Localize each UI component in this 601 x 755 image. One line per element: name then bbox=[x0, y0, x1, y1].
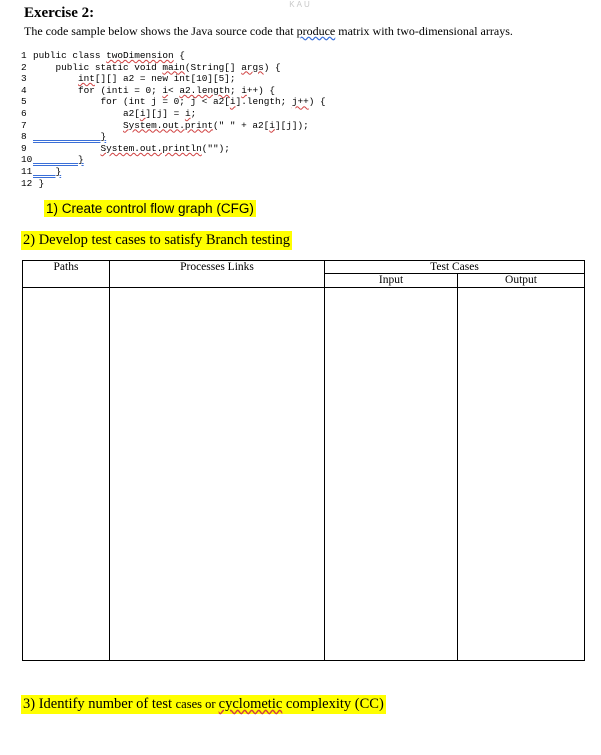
line-number: 5 bbox=[21, 96, 27, 108]
question-3-part-2: cases or bbox=[175, 697, 219, 711]
code-token bbox=[33, 143, 101, 154]
header-paths: Paths bbox=[23, 261, 110, 288]
processes-links-cell bbox=[110, 288, 325, 661]
intro-part-1: The code sample below shows the Java source code that bbox=[24, 24, 297, 38]
code-line bbox=[21, 85, 501, 97]
line-number: 9 bbox=[21, 142, 27, 154]
code-token: public class bbox=[33, 50, 107, 61]
code-token: } bbox=[33, 165, 62, 177]
code-token: main bbox=[162, 61, 185, 73]
line-number: 4 bbox=[21, 84, 27, 96]
code-token: for (int j = 0; j < a2[ bbox=[33, 96, 230, 108]
input-cell bbox=[325, 288, 458, 661]
line-number: 7 bbox=[21, 119, 27, 131]
code-token: ][j] = bbox=[145, 107, 185, 119]
exercise-title: Exercise 2: bbox=[24, 5, 95, 21]
test-cases-table bbox=[22, 260, 585, 661]
code-token: < bbox=[168, 84, 180, 96]
question-3-part-4: complexity (CC) bbox=[282, 696, 384, 712]
code-token: int bbox=[78, 73, 95, 85]
code-line bbox=[21, 73, 501, 85]
question-3-misspelled-word: cyclometic bbox=[218, 696, 283, 712]
code-token: ; bbox=[229, 84, 242, 96]
line-number: 8 bbox=[21, 131, 27, 143]
code-line bbox=[21, 50, 501, 62]
code-token: ++) { bbox=[246, 84, 275, 96]
code-line bbox=[21, 96, 501, 108]
line-number: 12 bbox=[21, 177, 33, 189]
code-token: (String[] bbox=[184, 61, 242, 73]
question-3 bbox=[21, 695, 386, 714]
code-token: i bbox=[162, 84, 169, 96]
code-token: } bbox=[33, 131, 107, 143]
line-number: 3 bbox=[21, 73, 27, 85]
code-token: ][j]); bbox=[274, 119, 309, 131]
line-number: 6 bbox=[21, 107, 27, 119]
code-token: i bbox=[241, 84, 247, 96]
code-token: System.out.print bbox=[123, 119, 214, 131]
table-header-row bbox=[23, 261, 585, 274]
intro-part-3: matrix with two-dimensional arrays. bbox=[335, 24, 513, 38]
code-token: j++ bbox=[291, 96, 309, 108]
code-line bbox=[21, 131, 501, 143]
question-2: 2) Develop test cases to satisfy Branch testing bbox=[23, 232, 290, 248]
code-token bbox=[33, 120, 123, 131]
line-number: 10 bbox=[21, 154, 33, 166]
code-token: args bbox=[241, 61, 264, 73]
code-token: (" " + a2[ bbox=[213, 119, 270, 131]
code-token: i bbox=[184, 107, 191, 119]
code-token bbox=[33, 73, 78, 84]
intro-underlined-word: produce bbox=[296, 24, 336, 38]
header-test-cases: Test Cases bbox=[325, 261, 585, 274]
code-line bbox=[21, 154, 501, 166]
code-token: (""); bbox=[201, 142, 230, 154]
question-3-part-1: 3) Identify number of test bbox=[23, 696, 176, 712]
code-token: ) { bbox=[263, 61, 281, 73]
code-token: [][] a2 = new int[10][5]; bbox=[94, 73, 236, 85]
code-line bbox=[21, 178, 501, 190]
code-token: } bbox=[33, 177, 45, 189]
code-token: a2.length bbox=[179, 84, 230, 96]
line-number: 11 bbox=[21, 165, 33, 177]
code-token: twoDimension bbox=[106, 50, 174, 61]
output-cell bbox=[458, 288, 585, 661]
code-line bbox=[21, 143, 501, 155]
intro-text bbox=[24, 24, 513, 39]
paths-cell bbox=[23, 288, 110, 661]
code-line bbox=[21, 120, 501, 132]
header-output: Output bbox=[458, 274, 585, 288]
code-token: System.out.println bbox=[100, 142, 202, 154]
code-token: a2[ bbox=[33, 107, 140, 119]
code-token: i bbox=[139, 107, 146, 119]
code-token: { bbox=[173, 50, 185, 61]
code-token: } bbox=[33, 154, 84, 166]
code-token: i bbox=[229, 96, 236, 108]
code-token: ].length; bbox=[235, 96, 292, 108]
header-processes-links: Processes Links bbox=[110, 261, 325, 288]
table-row bbox=[23, 288, 585, 661]
code-listing bbox=[21, 50, 501, 189]
line-number: 1 bbox=[21, 50, 27, 61]
code-token: for (inti = 0; bbox=[33, 84, 163, 96]
code-token: ; bbox=[190, 107, 197, 119]
code-token: i bbox=[269, 119, 275, 131]
code-line bbox=[21, 166, 501, 178]
code-line bbox=[21, 108, 501, 120]
watermark: KAU bbox=[289, 0, 312, 9]
code-token: ) { bbox=[308, 96, 326, 108]
code-token: public static void bbox=[33, 61, 163, 73]
line-number: 2 bbox=[21, 61, 27, 73]
code-line bbox=[21, 62, 501, 74]
question-1: 1) Create control flow graph (CFG) bbox=[46, 201, 254, 216]
header-input: Input bbox=[325, 274, 458, 288]
